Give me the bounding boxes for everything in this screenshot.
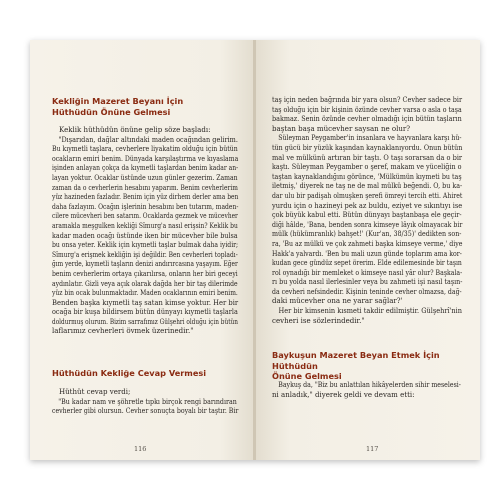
right-body-1: [272, 95, 462, 325]
text-line: taştan kaynaklandığını görünce, 'Mülkümün kıymeti bu taş: [272, 171, 462, 181]
text-line: taş olduğu için bir kişinin özünde cevher varsa o asla o taşa: [272, 104, 462, 114]
page-number-left: 116: [134, 445, 147, 453]
text-line: laflarımız cevherleri övmek üzerinedir.": [52, 326, 194, 336]
text-line: Hakk'a yalvardı. 'Ben bu mali uzun günde toplarım ama kor-: [272, 248, 462, 258]
text-line: mülk (hükümranlık) bahşet!' (Kur'an, 38/35)' dedikten son-: [272, 229, 462, 239]
text-line: kudan gece gündüz sepet örerim. Elde edilemesinde bir taşın: [272, 258, 462, 268]
text-line: aydınlatır. Gizli veya açık olarak dağda her bir taş dilerimde: [52, 278, 238, 288]
right-heading: [272, 350, 462, 382]
text-line: "Bu kadar nam ve şöhretle tıpkı birçok rengi barındıran: [58, 396, 237, 406]
text-line: daha fazlayım. Ocağın işlerinin hesabını ben tutarım, maden-: [52, 201, 239, 211]
text-line: "Dışarıdan, dağlar altındaki maden ocağından gelirim.: [58, 134, 238, 144]
text-line: Bu kıymetli taşlara, cevherlere liyakatim olduğu için bütün: [52, 144, 238, 154]
text-line: ra, 'Bu az mülkü ve çok zahmeti başka kimseye verme,' diye: [272, 238, 463, 248]
text-line: Hüthüt cevap verdi;: [59, 387, 131, 396]
text-line: ni anladık," diyerek geldi ve devam etti:: [272, 389, 415, 399]
heading-line: Hüthüdün Kekliğe Cevap Vermesi: [52, 368, 207, 378]
text-line: cilere mücevheri ben satarım. Ocaklarda gezmek ve mücevher: [52, 211, 238, 221]
right-page: [256, 40, 480, 460]
page-number-right: 117: [366, 445, 379, 453]
text-line: doldurmuş olurum. Bizim sarrafımız Gülşehri olduğu için bütün: [52, 316, 238, 326]
left-body-2: [52, 387, 238, 416]
text-line: dar ulu bir padişah olmuşken şerefi ömreyi tercih etti. Ahiret: [272, 190, 463, 200]
text-line: cevherler gibi olursun. Cevher sonuçta boyalı bir taştır. Bir: [52, 406, 239, 416]
text-line: Sîmurg'a erişmek kekliğin işi değildir. Ben cevherleri topladı-: [52, 249, 238, 259]
text-line: Baykuş da, "Biz bu anlattılan hikâyelerden sihir meselesi-: [278, 380, 461, 389]
book-spread: [30, 40, 480, 460]
text-line: zaman da o cevherlerin hesabını yaparım. Benim cevherlerim: [52, 182, 238, 192]
text-line: yüz bin ocak bulunmaktadır. Maden ocaklarının emiri benim.: [52, 288, 238, 298]
text-line: işinden anlayan çokça da kıymetli taşlardan benim kadar an-: [52, 163, 239, 173]
text-line: taş için neden bağrında bir yara olsun? Cevher sadece bir: [272, 95, 463, 104]
text-line: bakmaz. Senin özünde cevher olmadığı için bütün taşların: [272, 114, 462, 124]
text-line: ocağa bir kuşa bildirsem bütün dünyayı kıymetli taşlarla: [52, 307, 238, 317]
text-line: rol oynadığı bir memleket o kimseye nasıl yâr olur? Başkala-: [272, 267, 463, 277]
left-body-1: [52, 125, 238, 336]
text-line: diği hâlde, 'Bana, benden sonra kimseye lâyık olmayacak bir: [272, 219, 463, 229]
left-page: [30, 40, 254, 460]
text-line: aramakla meşgulken kekliği Sîmurg'a nasıl erişsin? Keklik bu: [52, 220, 238, 230]
right-body-2: [272, 380, 462, 399]
text-line: ğım yerde, kıymetli taşların denizi andırırcasına yaşayım. Eğer: [52, 259, 238, 269]
text-line: ocakların emiri benim. Dünyada karşılaştırma ve kıyaslama: [52, 153, 239, 163]
text-line: bu onsa yeter. Keklik için kıymetli taşlar bulmak daha iyidir;: [52, 240, 239, 250]
text-line: daki mücevher ona ne yarar sağlar?': [272, 296, 403, 306]
text-line: kadar maden ocağı üstünde iken bir mücevher bile bulsa: [52, 230, 238, 240]
heading-line: Kekliğin Mazeret Beyanı İçin: [52, 96, 184, 106]
text-line: Süleyman Peygamber'in insanlara ve hayvanlara karşı hü-: [278, 133, 462, 143]
text-line: da cevheri nefsindedir. Kişinin teninde cevher olmazsa, dağ-: [272, 286, 462, 296]
heading-line: Hüthüdün Önüne Gelmesi: [52, 106, 171, 117]
text-line: cevheri ise sözlerindedir.": [272, 315, 365, 325]
text-line: Benden başka kıymetli taş satan kimse yoktur. Her bir: [52, 297, 239, 307]
heading-line: Önüne Gelmesi: [272, 371, 342, 381]
text-line: baştan başa mücevher saysan ne olur?: [272, 123, 411, 133]
text-line: mal ve mülkünü artıran bir taştı. O taşı sorarsan da o bir: [272, 152, 463, 162]
text-line: Keklik hüthüdün önüne gelip söze başladı:: [59, 125, 211, 134]
text-line: layan yoktur. Ocaklar üstünde uzun günler gezerim. Zaman: [52, 172, 238, 182]
text-line: yüz hazineden fazladır. Benim için yüz dirhem derler ama ben: [52, 192, 239, 202]
text-line: tün gücü bir yüzük kaşından kaynaklanıyordu. Onun bütün: [272, 142, 463, 152]
left-heading-2: [52, 368, 238, 379]
text-line: rı bu yolda nasıl ilerlesinler veya bu zahmeti işi nasıl taşın-: [272, 277, 463, 287]
text-line: benim cevherlerim ortaya çıkarılırsa, onların her biri geceyi: [52, 268, 238, 278]
heading-line: Baykuşun Mazeret Beyan Etmek İçin Hüthüdün: [272, 350, 440, 371]
text-line: çok büyük kabul etti. Bütün dünyayı baştanbaşa ele geçir-: [272, 210, 462, 220]
text-line: Her bir kimsenin kısmeti takdir edilmiştir. Gülşehrî'nin: [278, 306, 462, 316]
text-line: kaştı. Süleyman Peygamber o şeref, makam ve yüceliğin o: [272, 162, 462, 172]
left-heading-1: [52, 96, 238, 117]
text-line: iletmiş,' diyerek ne taş ne de mal mülkü beğendi. O, bu ka-: [272, 181, 463, 191]
text-line: yurdu için o hazineyi pek az buldu, eziyet ve sıkıntıyı ise: [272, 200, 463, 210]
